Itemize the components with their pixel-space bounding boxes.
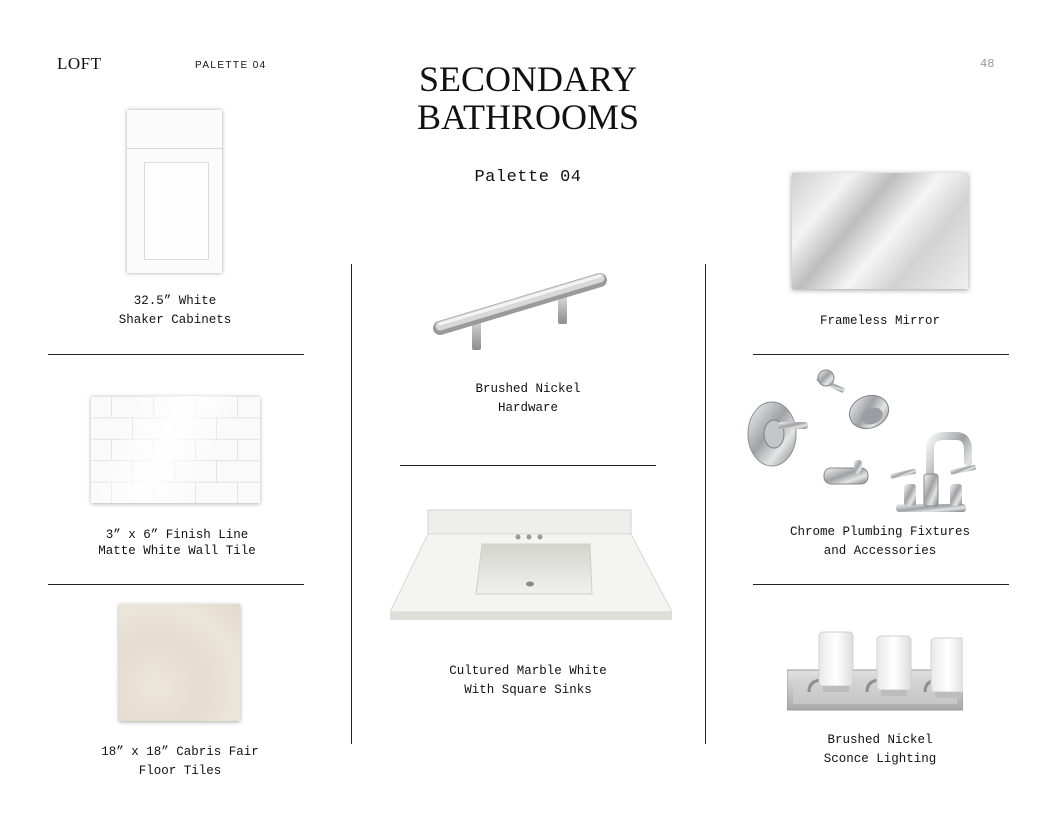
page-title <box>378 60 678 136</box>
divider-right-2 <box>753 584 1009 585</box>
cabinet-door-icon <box>127 110 222 273</box>
caption-hardware-line2: Hardware <box>497 401 558 415</box>
caption-vanity-top-line1: Cultured Marble White <box>449 664 607 678</box>
caption-vanity-top-line2: With Square Sinks <box>464 683 592 697</box>
caption-cabinets <box>75 292 275 330</box>
vanity-sink-icon <box>390 508 672 624</box>
bar-pull-handle-icon <box>432 258 610 358</box>
caption-vanity-top <box>408 662 648 700</box>
palette-tag: PALETTE 04 <box>195 60 267 71</box>
page-title-line2: BATHROOMS <box>416 97 640 137</box>
divider-vertical-right <box>705 264 706 744</box>
subway-tile-icon <box>91 396 260 503</box>
caption-hardware-line1: Brushed Nickel <box>475 382 581 396</box>
caption-floor-tile-line1: 18” x 18” Cabris Fair <box>101 745 259 759</box>
brand-logo: LOFT <box>57 54 102 73</box>
caption-wall-tile-line1: 3” x 6” Finish Line <box>105 528 249 542</box>
caption-floor-tile-line2: Floor Tiles <box>138 764 222 778</box>
caption-lighting-line1: Brushed Nickel <box>827 733 933 747</box>
divider-left-2 <box>48 584 304 585</box>
mirror-icon <box>792 173 968 289</box>
floor-tile-icon <box>119 604 240 721</box>
caption-wall-tile <box>67 527 287 559</box>
faucet-fixtures-icon <box>744 366 980 516</box>
page-subtitle: Palette 04 <box>474 168 582 187</box>
divider-left-1 <box>48 354 304 355</box>
divider-vertical-left <box>351 264 352 744</box>
caption-floor-tile <box>70 743 290 781</box>
caption-mirror <box>780 312 980 331</box>
page-number: 48 <box>980 57 995 71</box>
caption-cabinets-line1: 32.5” White <box>133 294 217 308</box>
caption-plumbing-line1: Chrome Plumbing Fixtures <box>789 525 971 539</box>
sconce-light-icon <box>787 630 963 712</box>
divider-center <box>400 465 656 466</box>
caption-hardware <box>428 380 628 418</box>
caption-plumbing <box>760 523 1000 561</box>
divider-right-1 <box>753 354 1009 355</box>
caption-lighting <box>780 731 980 769</box>
caption-lighting-line2: Sconce Lighting <box>823 752 937 766</box>
caption-wall-tile-line2: Matte White Wall Tile <box>98 544 256 558</box>
caption-cabinets-line2: Shaker Cabinets <box>118 313 232 327</box>
caption-mirror-line1: Frameless Mirror <box>819 314 941 328</box>
caption-plumbing-line2: and Accessories <box>823 544 937 558</box>
page-title-line1: SECONDARY <box>418 59 638 99</box>
